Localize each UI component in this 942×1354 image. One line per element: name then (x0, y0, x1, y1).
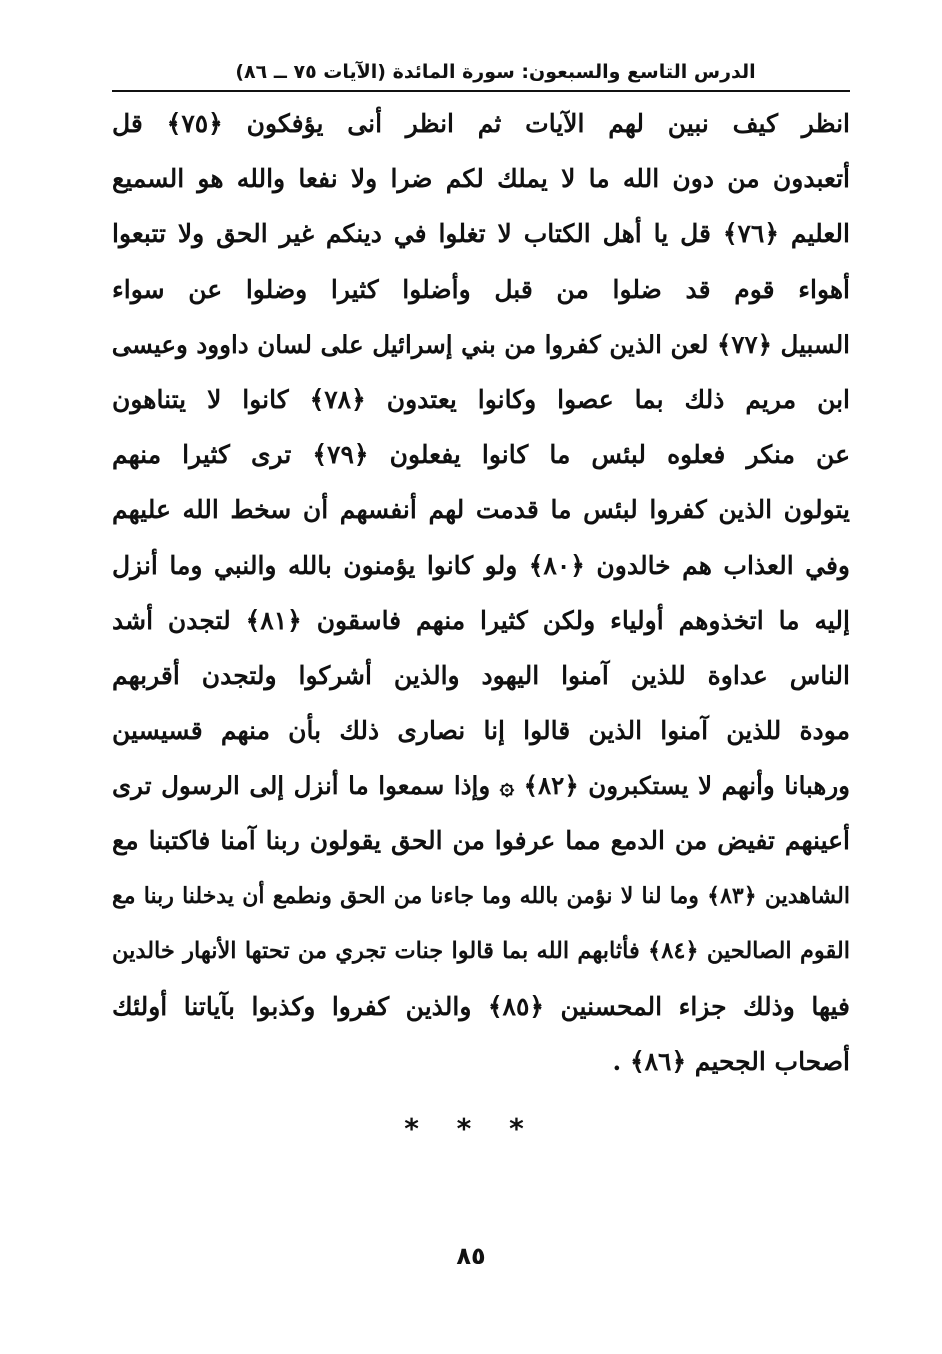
verse-line: السبيل ﴿٧٧﴾ لعن الذين كفروا من بني إسرائيل على لسان داوود وعيسى (112, 329, 850, 359)
header-rule (112, 90, 850, 92)
verse-line: ورهبانا وأنهم لا يستكبرون ﴿٨٢﴾ ۞ وإذا سمعوا ما أنزل إلى الرسول ترى (112, 771, 850, 801)
verse-line: عن منكر فعلوه لبئس ما كانوا يفعلون ﴿٧٩﴾ ترى كثيرا منهم (112, 440, 850, 470)
verse-line: الناس عداوة للذين آمنوا اليهود والذين أشركوا ولتجدن أقربهم (112, 660, 850, 690)
verse-line: مودة للذين آمنوا الذين قالوا إنا نصارى ذلك بأن منهم قسيسين (112, 716, 850, 746)
verse-line: أتعبدون من دون الله ما لا يملك لكم ضرا ولا نفعا والله هو السميع (112, 164, 850, 194)
verse-line: أصحاب الجحيم ﴿٨٦﴾ . (612, 1047, 850, 1077)
verse-line: القوم الصالحين ﴿٨٤﴾ فأثابهم الله بما قالوا جنات تجري من تحتها الأنهار خالدين (112, 937, 850, 964)
verse-block (112, 96, 850, 1089)
verse-line: ابن مريم ذلك بما عصوا وكانوا يعتدون ﴿٧٨﴾ كانوا لا يتناهون (112, 384, 850, 414)
section-separator: * * * (404, 1112, 538, 1145)
verse-line: العليم ﴿٧٦﴾ قل يا أهل الكتاب لا تغلوا في دينكم غير الحق ولا تتبعوا (112, 219, 850, 249)
verse-line: إليه ما اتخذوهم أولياء ولكن كثيرا منهم فاسقون ﴿٨١﴾ لتجدن أشد (112, 605, 850, 635)
verse-line: أعينهم تفيض من الدمع مما عرفوا من الحق يقولون ربنا آمنا فاكتبنا مع (112, 826, 850, 856)
verse-line: أهواء قوم قد ضلوا من قبل وأضلوا كثيرا وضلوا عن سواء (112, 274, 850, 304)
verse-line: يتولون الذين كفروا لبئس ما قدمت لهم أنفسهم أن سخط الله عليهم (112, 495, 850, 525)
running-header: الدرس التاسع والسبعون: سورة المائدة (الآيات ٧٥ ــ ٨٦) (235, 61, 756, 83)
verse-line: فيها وذلك جزاء المحسنين ﴿٨٥﴾ والذين كفروا وكذبوا بآياتنا أولئك (112, 992, 850, 1021)
page-number: ٨٥ (456, 1242, 486, 1270)
verse-line: وفي العذاب هم خالدون ﴿٨٠﴾ ولو كانوا يؤمنون بالله والنبي وما أنزل (112, 550, 850, 580)
verse-line: الشاهدين ﴿٨٣﴾ وما لنا لا نؤمن بالله وما جاءنا من الحق ونطمع أن يدخلنا ربنا مع (112, 882, 850, 909)
verse-line: انظر كيف نبين لهم الآيات ثم انظر أنى يؤفكون ﴿٧٥﴾ قل (112, 109, 850, 138)
